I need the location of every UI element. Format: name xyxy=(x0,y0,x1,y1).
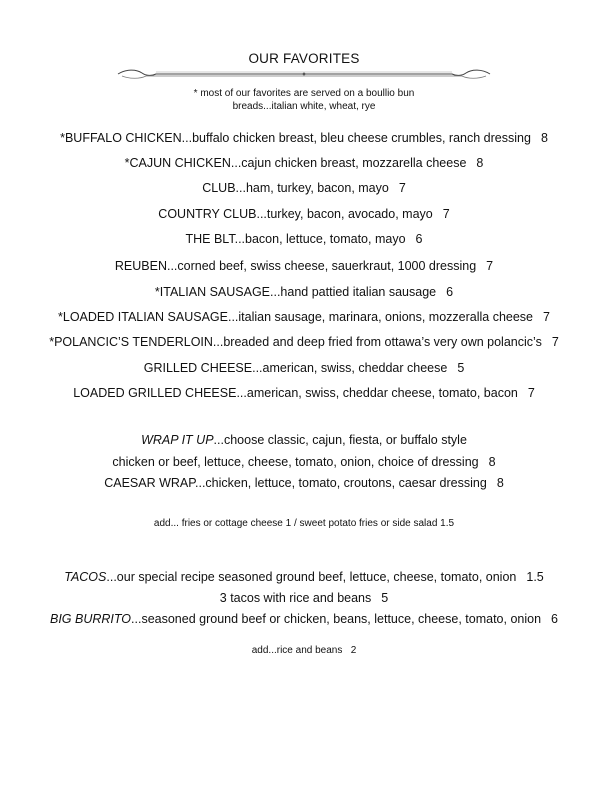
item-desc: ...buffalo chicken breast, bleu cheese crumbles, ranch dressing xyxy=(181,131,531,145)
wrap-options-text: chicken or beef, lettuce, cheese, tomato, onion, choice of dressing xyxy=(112,455,479,469)
item-price: 7 xyxy=(398,181,406,195)
add-sides-note: add... fries or cottage cheese 1 / sweet potato fries or side salad 1.5 xyxy=(153,518,455,529)
item-desc: ...bacon, lettuce, tomato, mayo xyxy=(234,232,406,246)
item-name: *ITALIAN SAUSAGE xyxy=(154,285,271,299)
menu-item xyxy=(0,207,608,221)
ornamental-divider xyxy=(116,67,492,81)
item-price: 6 xyxy=(446,285,454,299)
menu-item xyxy=(0,310,608,324)
tacos-name: TACOS xyxy=(64,570,107,584)
item-desc: ...american, swiss, cheddar cheese xyxy=(252,361,448,375)
menu-item xyxy=(0,131,608,145)
add-rice-note: add...rice and beans 2 xyxy=(251,645,357,656)
menu-item xyxy=(0,285,608,299)
item-name: THE BLT xyxy=(185,232,235,246)
note-bun: * most of our favorites are served on a boullio bun xyxy=(193,88,415,99)
menu-item xyxy=(0,181,608,195)
caesar-wrap-desc: ...chicken, lettuce, tomato, croutons, caesar dressing xyxy=(195,476,487,490)
item-desc: ...cajun chicken breast, mozzarella cheese xyxy=(230,156,467,170)
item-desc: ...hand pattied italian sausage xyxy=(270,285,437,299)
item-name: *BUFFALO CHICKEN xyxy=(60,131,182,145)
item-name: *CAJUN CHICKEN xyxy=(124,156,231,170)
item-desc: ...breaded and deep fried from ottawa’s very own polancic’s xyxy=(212,335,542,349)
menu-item xyxy=(0,259,608,273)
item-price: 8 xyxy=(476,156,484,170)
tacos-price: 1.5 xyxy=(526,570,544,584)
caesar-wrap-item xyxy=(0,476,608,490)
tacos-item xyxy=(0,570,608,584)
item-desc: ...turkey, bacon, avocado, mayo xyxy=(256,207,433,221)
item-name: REUBEN xyxy=(114,259,167,273)
wrap-item xyxy=(0,433,608,447)
item-name: CLUB xyxy=(202,181,236,195)
wrap-desc: ...choose classic, cajun, fiesta, or buffalo style xyxy=(213,433,467,447)
wrap-options xyxy=(0,455,608,469)
item-price: 7 xyxy=(486,259,494,273)
item-name: *LOADED ITALIAN SAUSAGE xyxy=(58,310,228,324)
tacos-plate-price: 5 xyxy=(381,591,389,605)
menu-item xyxy=(0,335,608,349)
item-price: 7 xyxy=(551,335,559,349)
item-price: 8 xyxy=(540,131,548,145)
item-price: 7 xyxy=(543,310,550,324)
item-price: 5 xyxy=(457,361,465,375)
item-name: GRILLED CHEESE xyxy=(143,361,253,375)
burrito-item xyxy=(0,612,608,626)
caesar-wrap-name: CAESAR WRAP xyxy=(104,476,195,490)
note-breads: breads...italian white, wheat, rye xyxy=(232,101,376,112)
item-name: COUNTRY CLUB xyxy=(158,207,257,221)
menu-item xyxy=(0,361,608,375)
tacos-plate xyxy=(0,591,608,605)
menu-item xyxy=(0,386,608,400)
burrito-price: 6 xyxy=(551,612,558,626)
caesar-wrap-price: 8 xyxy=(496,476,504,490)
item-price: 7 xyxy=(442,207,450,221)
item-name: *POLANCIC’S TENDERLOIN xyxy=(49,335,213,349)
item-desc: ...american, swiss, cheddar cheese, tomato, bacon xyxy=(236,386,518,400)
page-title: OUR FAVORITES xyxy=(248,51,360,66)
item-desc: ...italian sausage, marinara, onions, mozzeralla cheese xyxy=(227,310,534,324)
tacos-desc: ...our special recipe seasoned ground beef, lettuce, cheese, tomato, onion xyxy=(106,570,517,584)
burrito-name: BIG BURRITO xyxy=(50,612,132,626)
item-desc: ...ham, turkey, bacon, mayo xyxy=(235,181,389,195)
wrap-price: 8 xyxy=(488,455,496,469)
burrito-desc: ...seasoned ground beef or chicken, beans, lettuce, cheese, tomato, onion xyxy=(131,612,542,626)
menu-item xyxy=(0,156,608,170)
tacos-plate-text: 3 tacos with rice and beans xyxy=(219,591,372,605)
item-desc: ...corned beef, swiss cheese, sauerkraut, 1000 dressing xyxy=(166,259,477,273)
item-price: 6 xyxy=(415,232,423,246)
wrap-name: WRAP IT UP xyxy=(141,433,214,447)
menu-item xyxy=(0,232,608,246)
item-price: 7 xyxy=(527,386,535,400)
item-name: LOADED GRILLED CHEESE xyxy=(73,386,237,400)
